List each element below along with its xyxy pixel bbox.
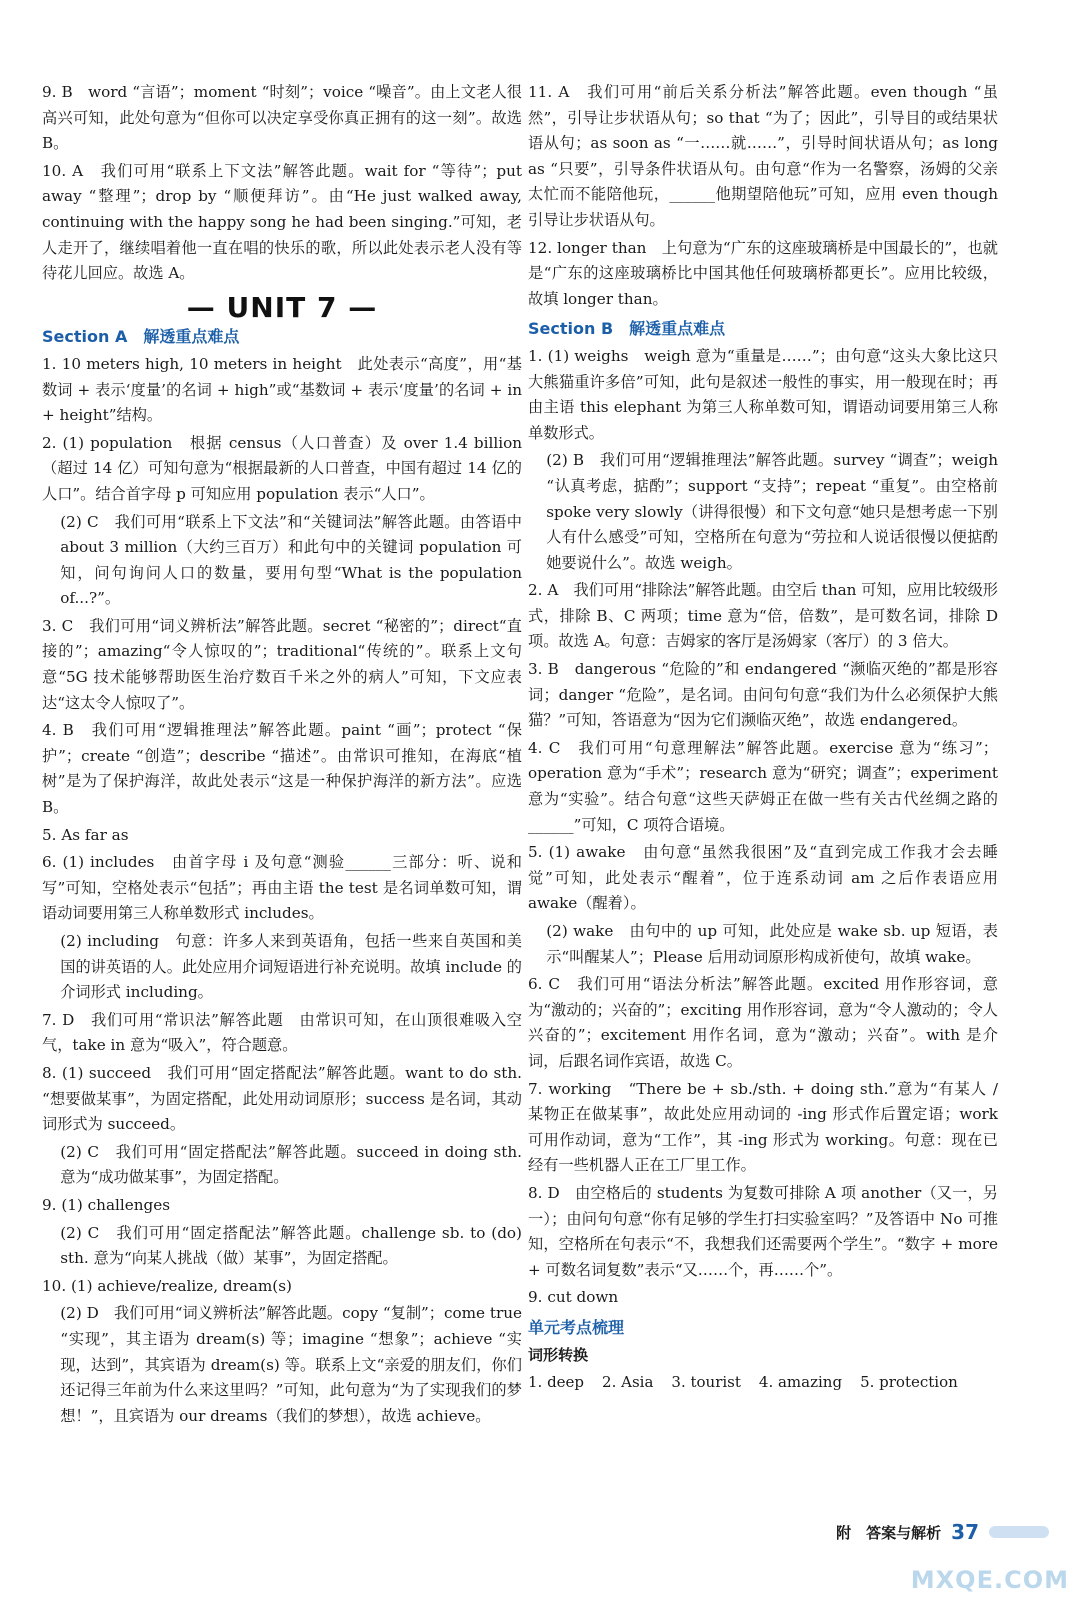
word-form-item: 3. tourist	[671, 1373, 741, 1392]
answer-item: 11. A 我们可用“前后关系分析法”解答此题。even though “虽然”，引导让步状语从句；so that “为了；因此”，引导目的或结果状语从句；as soon as “一……就……”，引导时间状语从句；as long as “只要”，引导条件状语从句。由句意“作为一名警察，汤姆的父亲太忙而不能陪他玩，______他期望陪他玩”可知，应用 even though 引导让步状语从句。	[528, 83, 998, 229]
answer-item: 9. B word “言语”；moment “时刻”；voice “噪音”。由上文老人很高兴可知，此处句意为“但你可以决定享受你真正拥有的这一刻”。故选 B。	[42, 83, 522, 153]
answer-subitem: (2) C 我们可用“联系上下文法”和“关键词法”解答此题。由答语中 about 3 million（大约三百万）和此句中的关键词 population 可知，问句询问人口的数量，要用句型“What is the population of...?”。	[60, 512, 522, 608]
answer-item: 5. As far as	[42, 825, 129, 844]
section-heading: 单元考点梳理	[528, 1317, 625, 1337]
answer-subitem: (2) B 我们可用“逻辑推理法”解答此题。survey “调查”；weigh “认真考虑，掂酌”；support “支持”；repeat “重复”。由空格前 spoke very slowly（讲得很慢）和下文句意“她只是想考虑一下别人有什么感受”可知，空格所在句意为“劳拉和人说话很慢以便掂酌她要说什么”。故选 weigh。	[546, 451, 998, 572]
answer-item: 3. B dangerous “危险的”和 endangered “濒临灭绝的”都是形容词；danger “危险”，是名词。由问句句意“我们为什么必须保护大熊猫？”可知，答语意为“因为它们濒临灭绝”，故选 endangered。	[528, 660, 998, 730]
answer-item: 1. 10 meters high, 10 meters in height 此处表示“高度”，用“基数词 + 表示‘度量’的名词 + high”或“基数词 + 表示‘度量’的名词 + in + height”结构。	[42, 354, 522, 425]
section-heading: Section B 解透重点难点	[528, 319, 726, 339]
answer-subitem: (2) including 句意：许多人来到英语角，包括一些来自英国和美国的讲英语的人。此处应用介词短语进行补充说明。故填 include 的介词形式 including。	[60, 932, 522, 1002]
answer-subitem: (2) D 我们可用“词义辨析法”解答此题。copy “复制”；come true “实现”，其主语为 dream(s) 等；imagine “想象”；achieve “实现，达到”，其宾语为 dream(s) 等。联系上文“亲爱的朋友们，你们还记得三年前为什么来这里吗？”可知，此句意为“为了实现我们的梦想！”，且宾语为 our dreams（我们的梦想），故选 achieve。	[60, 1304, 522, 1425]
answer-item: 2. A 我们可用“排除法”解答此题。由空后 than 可知，应用比较级形式，排除 B、C 两项；time 意为“倍，倍数”，是可数名词，排除 D 项。故选 A。句意：吉姆家的客厅是汤姆家（客厅）的 3 倍大。	[528, 581, 998, 651]
answer-item: 10. A 我们可用“联系上下文法”解答此题。wait for “等待”；put away “整理”；drop by “顺便拜访”。由“He just walked away, continuing with the happy song he had been singing.”可知，老人走开了，继续唱着他一直在唱的快乐的歌，所以此处表示老人没有等待花儿回应。故选 A。	[42, 161, 522, 283]
answer-item: 1. (1) weighs weigh 意为“重量是……”；由句意“这头大象比这只大熊猫重许多倍”可知，此句是叙述一般性的事实，用一般现在时；再由主语 this elephant 为第三人称单数可知，谓语动词要用第三人称单数形式。	[528, 346, 998, 442]
word-form-item: 1. deep	[528, 1373, 585, 1392]
answer-item: 9. (1) challenges	[42, 1195, 170, 1214]
answer-subitem: (2) C 我们可用“固定搭配法”解答此题。succeed in doing sth. 意为“成功做某事”，为固定搭配。	[60, 1142, 522, 1187]
answer-item: 8. (1) succeed 我们可用“固定搭配法”解答此题。want to do sth. “想要做某事”，为固定搭配，此处用动词原形；success 是名词，其动词形式为 succeed。	[42, 1063, 522, 1134]
unit-title: — UNIT 7 —	[186, 290, 378, 324]
answer-subitem: (2) C 我们可用“固定搭配法”解答此题。challenge sb. to (do) sth. 意为“向某人挑战（做）某事”，为固定搭配。	[60, 1223, 522, 1268]
word-form-item: 5. protection	[860, 1373, 958, 1392]
answer-item: 6. (1) includes 由首字母 i 及句意“测验______三部分：听、说和写”可知，空格处表示“包括”；再由主语 the test 是名词单数可知，谓语动词要用第三人称单数形式 includes。	[42, 853, 522, 923]
word-form-item: 2. Asia	[602, 1373, 654, 1392]
answer-item: 4. C 我们可用“句意理解法”解答此题。exercise 意为“练习”；operation 意为“手术”；research 意为“研究；调查”；experiment 意为“实验”。结合句意“这些天萨姆正在做一些有关古代丝绸之路的______”可知，C 项符合语境。	[528, 738, 998, 834]
subsection-heading: 词形转换	[528, 1345, 589, 1364]
word-form-item: 4. amazing	[758, 1373, 843, 1392]
answer-item: 12. longer than 上句意为“广东的这座玻璃桥是中国最长的”，也就是“广东的这座玻璃桥比中国其他任何玻璃桥都更长”。应用比较级，故填 longer than。	[528, 238, 998, 308]
right-column	[528, 80, 998, 1396]
answer-item: 7. D 我们可用“常识法”解答此题 由常识可知，在山顶很难吸入空气，take in 意为“吸入”，符合题意。	[42, 1010, 522, 1055]
answer-item: 3. C 我们可用“词义辨析法”解答此题。secret “秘密的”；direct“直接的”；amazing“令人惊叹的”；traditional“传统的”。联系上文句意“5G 技术能够帮助医生治疗数百千米之外的病人”可知，下文应表达“这太令人惊叹了”。	[42, 616, 522, 712]
watermark: MXQE.COM	[910, 1566, 1069, 1594]
answer-item: 8. D 由空格后的 students 为复数可排除 A 项 another（又一，另一）；由问句句意“你有足够的学生打扫实验室吗？”及答语中 No 可推知，空格所在句表示“不，我想我们还需要两个学生”。“数字 + more + 可数名词复数”表示“又……个，再……个”。	[528, 1183, 998, 1279]
arrow-decoration	[989, 1526, 1049, 1538]
word-forms-list	[528, 1370, 998, 1396]
answer-item: 5. (1) awake 由句意“虽然我很困”及“直到完成工作我才会去睡觉”可知，此处表示“醒着”，位于连系动词 am 之后作表语应用 awake（醒着）。	[528, 843, 998, 913]
page-footer	[836, 1520, 1049, 1544]
section-heading: Section A 解透重点难点	[42, 327, 240, 347]
left-column	[42, 80, 522, 1431]
answer-item: 2. (1) population 根据 census（人口普查）及 over 1.4 billion（超过 14 亿）可知句意为“根据最新的人口普查，中国有超过 14 亿的人口”。结合首字母 p 可知应用 population 表示“人口”。	[42, 433, 522, 503]
answer-item: 4. B 我们可用“逻辑推理法”解答此题。paint “画”；protect “保护”；create “创造”；describe “描述”。由常识可推知，在海底“植树”是为了保护海洋，故此处表示“这是一种保护海洋的新方法”。应选 B。	[42, 721, 522, 817]
page-number: 37	[951, 1520, 979, 1544]
answer-item: 10. (1) achieve/realize, dream(s)	[42, 1276, 292, 1295]
answer-item: 7. working “There be + sb./sth. + doing sth.”意为“有某人 / 某物正在做某事”，故此处应用动词的 -ing 形式作后置定语；work 可用作动词，意为“工作”，其 -ing 形式为 working。句意：现在已经有一些机器人正在工厂里工作。	[528, 1079, 998, 1175]
footer-label: 附 答案与解析	[836, 1523, 942, 1542]
answer-item: 9. cut down	[528, 1288, 619, 1307]
answer-item: 6. C 我们可用“语法分析法”解答此题。excited 用作形容词，意为“激动的；兴奋的”；exciting 用作形容词，意为“令人激动的；令人兴奋的”；excitement 用作名词，意为“激动；兴奋”。with 是介词，后跟名词作宾语，故选 C。	[528, 975, 998, 1070]
answer-subitem: (2) wake 由句中的 up 可知，此处应是 wake sb. up 短语，表示“叫醒某人”；Please 后用动词原形构成祈使句，故填 wake。	[546, 922, 998, 966]
